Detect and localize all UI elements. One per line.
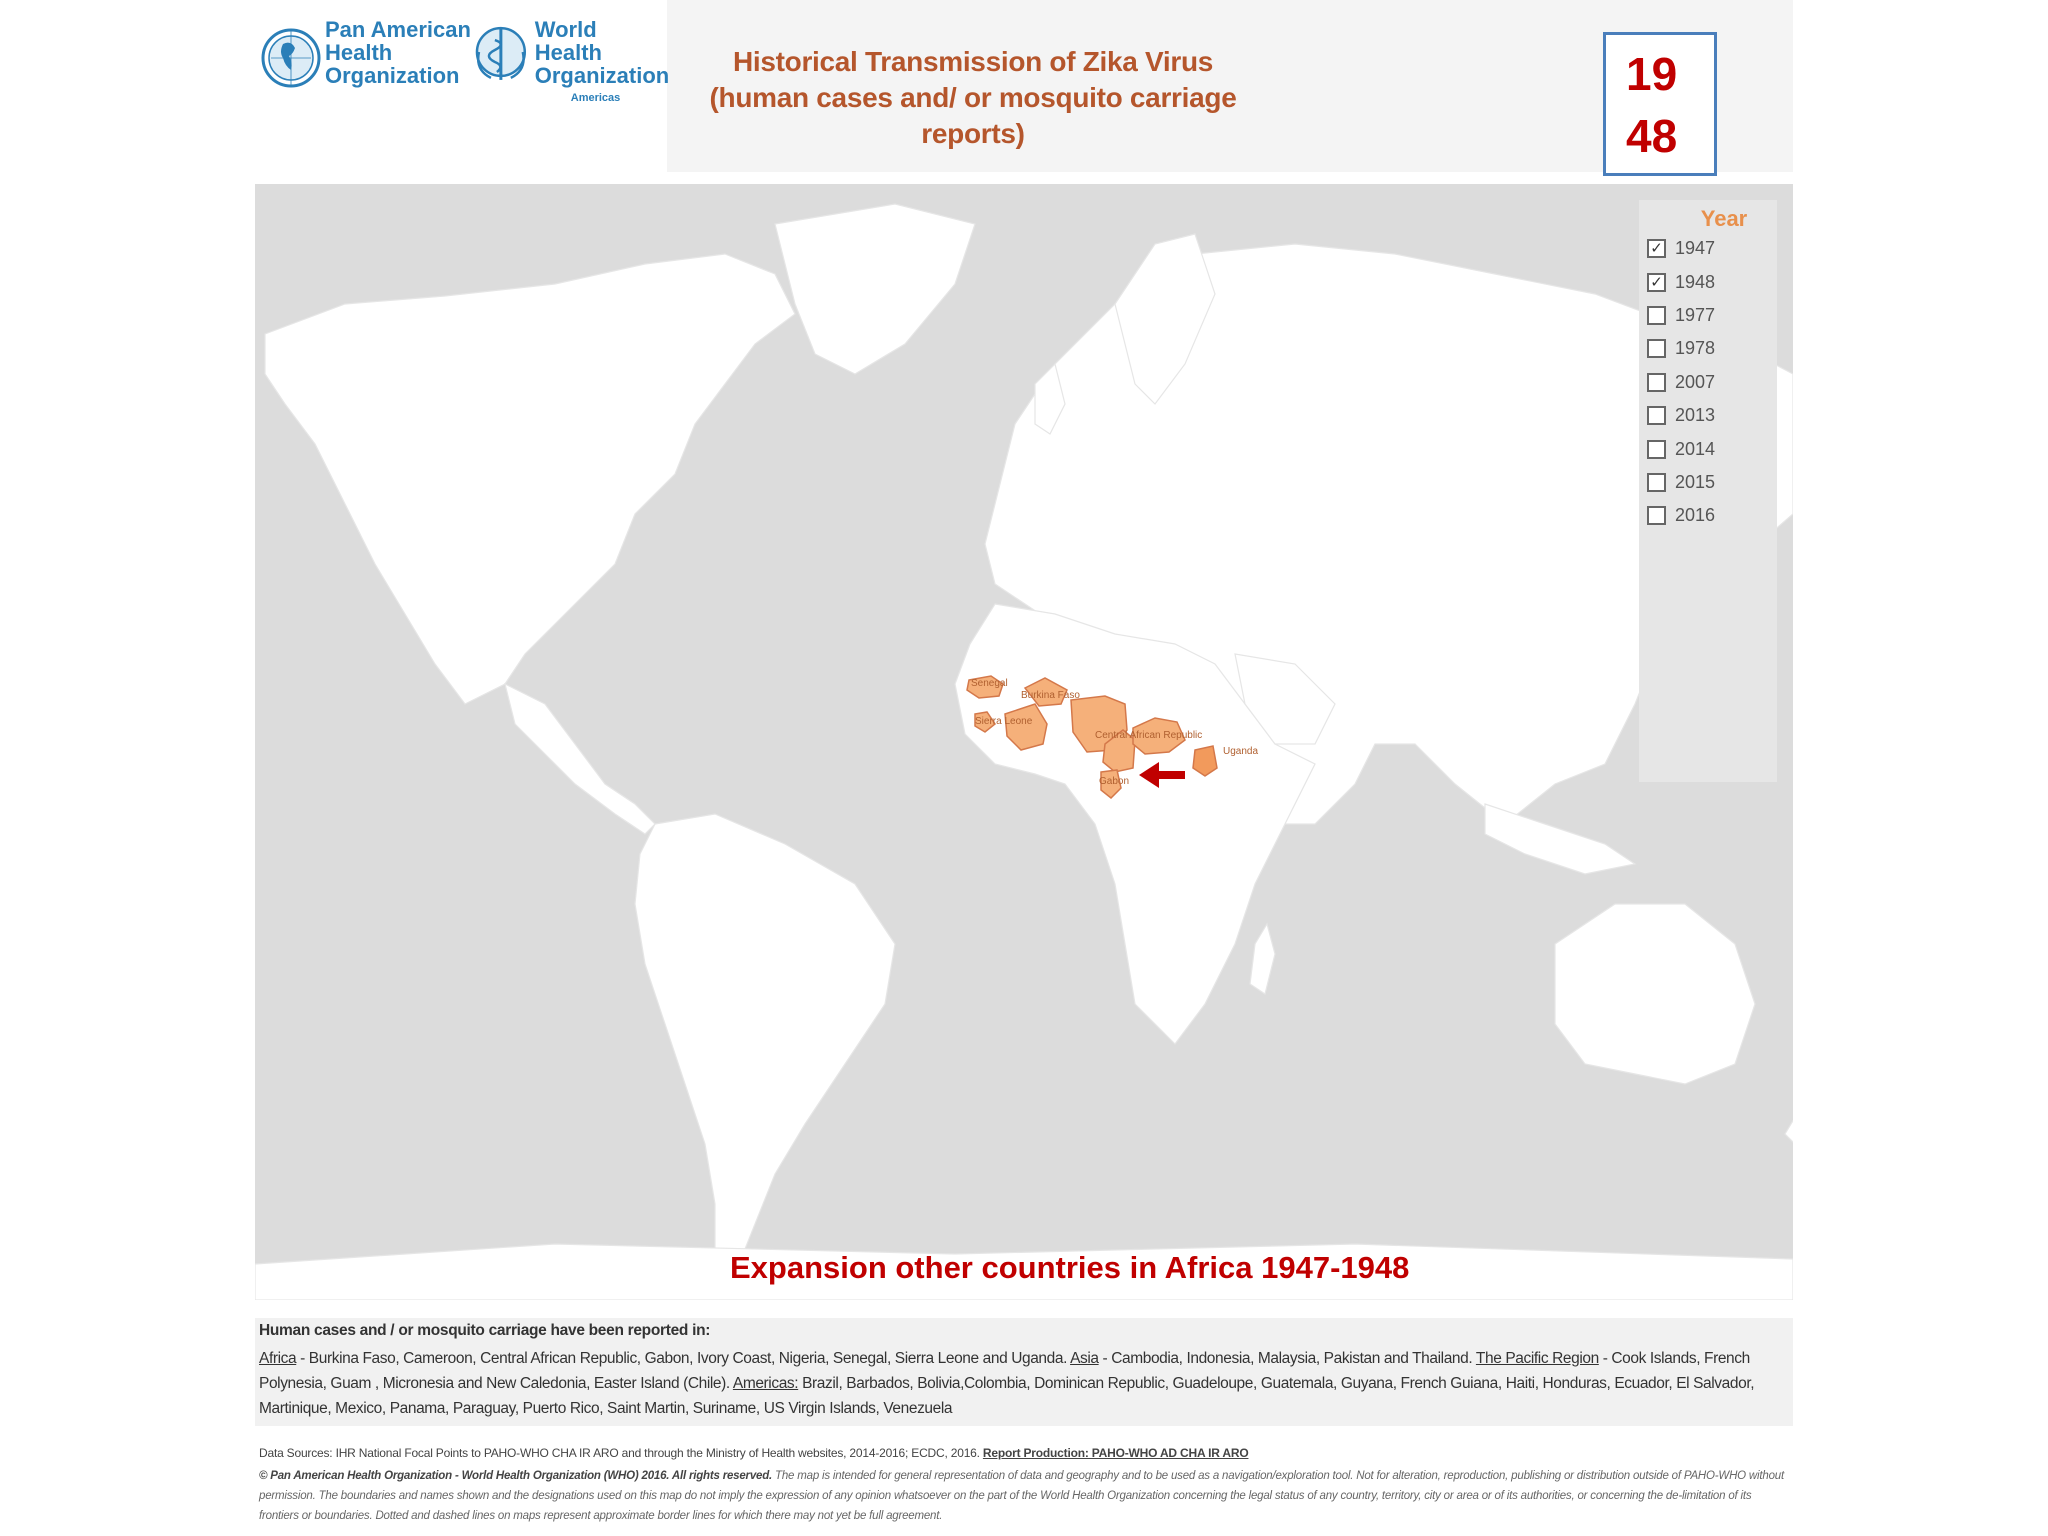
paho-globe-icon <box>261 18 321 98</box>
legend-item-2013[interactable] <box>1647 399 1777 432</box>
year-legend <box>1639 200 1777 782</box>
madagascar <box>1250 924 1275 994</box>
year-checkbox[interactable]: ✓ <box>1647 273 1666 292</box>
reported-body <box>259 1346 1789 1421</box>
label-central-african-republic: Central African Republic <box>1095 730 1203 741</box>
copyright: © Pan American Health Organization - World Health Organization (WHO) 2016. All rights reserved. <box>259 1470 773 1482</box>
legend-item-label: 2013 <box>1675 405 1716 426</box>
pacific-label: The Pacific Region <box>1475 1350 1599 1367</box>
report-production: Report Production: PAHO-WHO AD CHA IR ARO <box>982 1446 1249 1460</box>
legend-item-label: 2016 <box>1675 505 1716 526</box>
legend-item-label: 1977 <box>1675 304 1716 325</box>
paho-logo-text: Pan American Health Organization <box>325 17 471 88</box>
pacific-text: - Cook Islands, French Polynesia, Guam , Micronesia and New Caledonia, Easter Island (Chile). <box>259 1350 1750 1392</box>
legend-item-2014[interactable] <box>1647 432 1777 465</box>
australia <box>1555 904 1755 1084</box>
new-zealand <box>1785 1084 1793 1144</box>
label-burkina-faso: Burkina Faso <box>1021 690 1080 701</box>
year-checkbox[interactable] <box>1647 473 1666 492</box>
year-checkbox[interactable]: ✓ <box>1647 239 1666 258</box>
who-logo-sub: Americas <box>570 92 621 104</box>
legend-item-label: 2007 <box>1675 371 1716 392</box>
legend-items <box>1639 232 1777 533</box>
greenland <box>775 204 975 374</box>
asia-label: Asia <box>1070 1350 1099 1367</box>
legend-item-1948[interactable] <box>1647 265 1777 298</box>
legend-item-1978[interactable] <box>1647 332 1777 365</box>
africa-label: Africa <box>259 1350 297 1367</box>
land-masses <box>255 204 1793 1300</box>
legend-item-2016[interactable] <box>1647 499 1777 532</box>
title-line-1: Historical Transmission of Zika Virus <box>732 46 1214 77</box>
legend-item-label: 1978 <box>1675 338 1716 359</box>
year-box: 19 48 <box>1603 32 1717 176</box>
title-line-2: (human cases and/ or mosquito carriage reports) <box>709 82 1237 149</box>
map-canvas <box>255 184 1793 1300</box>
who-emblem-icon <box>471 18 531 98</box>
africa-text: - Burkina Faso, Cameroon, Central African Republic, Gabon, Ivory Coast, Nigeria, Senegal, Sierra Leone and Uganda. <box>296 1350 1071 1367</box>
legend-item-2015[interactable] <box>1647 466 1777 499</box>
americas-text: Brazil, Barbados, Bolivia,Colombia, Dominican Republic, Guadeloupe, Guatemala, Guyana, French Guiana, Haiti, Honduras, Ecuador, El Salvador, Martinique, Mexico, Panama, Paraguay, Puerto Rico, Saint Martin, Suriname, US Virgin Islands, Venezuela <box>259 1375 1755 1417</box>
disclaimer-text: The map is intended for general representation of data and geography and to be used as a navigation/exploration tool. Not for alteration, reproduction, publishing or distribution outside of PAHO-WHO without permission. The boundaries and names shown and the designations used on this map do not imply the expression of any opinion whatsoever on the part of the World Health Organization concerning the legal status of any country, territory, city or area or of its authorities, or concerning the de-limitation of its frontiers or boundaries. Dotted and dashed lines on maps represent approximate border lines for which there may not yet be full agreement. <box>259 1470 1784 1522</box>
year-checkbox[interactable] <box>1647 506 1666 525</box>
sources-panel <box>255 1440 1793 1530</box>
legend-title: Year <box>1700 206 1748 231</box>
year-checkbox[interactable] <box>1647 440 1666 459</box>
logo-area <box>255 0 670 172</box>
reported-panel <box>255 1318 1793 1426</box>
south-america <box>635 814 895 1274</box>
paho-logo <box>261 18 471 98</box>
year-checkbox[interactable] <box>1647 373 1666 392</box>
label-uganda: Uganda <box>1223 746 1259 757</box>
disclaimer <box>259 1466 1789 1526</box>
page-title <box>667 44 1279 152</box>
legend-item-label: 1948 <box>1675 271 1716 292</box>
year-checkbox[interactable] <box>1647 406 1666 425</box>
legend-item-label: 2015 <box>1675 471 1716 492</box>
slide <box>255 0 1793 1536</box>
legend-item-label: 1947 <box>1675 238 1716 259</box>
label-sierra-leone: Sierra Leone <box>975 716 1033 727</box>
reported-heading: Human cases and / or mosquito carriage have been reported in: <box>259 1322 711 1339</box>
data-sources-text: Data Sources: IHR National Focal Points to PAHO-WHO CHA IR ARO and through the Ministry of Health websites, 2014-2016; ECDC, 2016. <box>259 1446 983 1460</box>
legend-item-1947[interactable] <box>1647 232 1777 265</box>
label-senegal: Senegal <box>971 678 1008 689</box>
who-logo-text: World Health Organization <box>534 17 670 88</box>
who-logo <box>471 18 669 105</box>
year-checkbox[interactable] <box>1647 339 1666 358</box>
legend-item-2007[interactable] <box>1647 366 1777 399</box>
header <box>255 0 1793 172</box>
asia-text: - Cambodia, Indonesia, Malaysia, Pakistan and Thailand. <box>1098 1350 1476 1367</box>
americas-label: Americas: <box>732 1375 799 1392</box>
year-checkbox[interactable] <box>1647 306 1666 325</box>
central-america <box>505 684 655 834</box>
legend-item-label: 2014 <box>1675 438 1716 459</box>
map-caption: Expansion other countries in Africa 1947-1948 <box>730 1250 1410 1285</box>
indonesia <box>1485 804 1635 874</box>
data-sources <box>259 1446 1248 1460</box>
legend-item-1977[interactable] <box>1647 299 1777 332</box>
world-map[interactable] <box>255 184 1793 1300</box>
north-america <box>265 254 795 704</box>
label-gabon: Gabon <box>1099 776 1130 787</box>
